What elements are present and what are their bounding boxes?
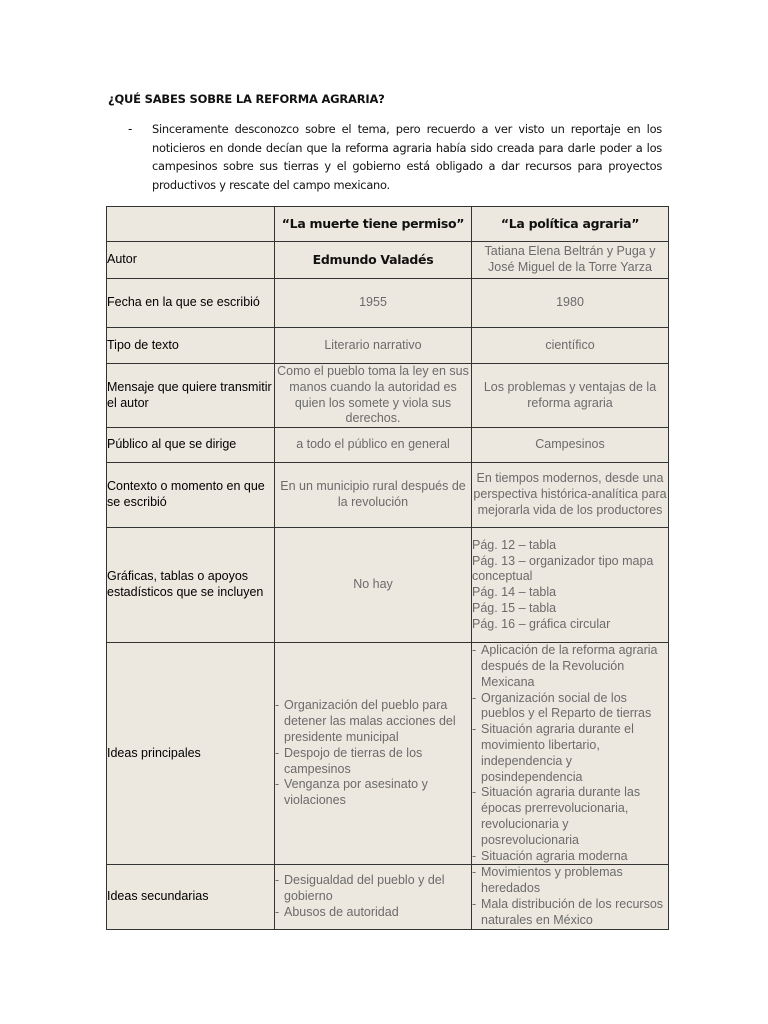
date-cell: 1980: [472, 279, 669, 328]
row-mensaje: [107, 364, 669, 428]
charts-cell: [472, 528, 669, 643]
list-item: - Situación agraria durante las épocas prerrevolucionaria, revolucionaria y posrevolucionaria: [472, 785, 668, 848]
list-item: - Organización social de los pueblos y el Reparto de tierras: [472, 691, 668, 723]
header-la-politica-agraria: “La política agraria”: [472, 207, 669, 242]
row-publico: [107, 428, 669, 463]
header-empty-cell: [107, 207, 275, 242]
table-header-row: [107, 207, 669, 242]
section-heading: ¿QUÉ SABES SOBRE LA REFORMA AGRARIA?: [108, 92, 385, 106]
charts-line: Pág. 16 – gráfica circular: [472, 616, 611, 631]
row-label: Tipo de texto: [107, 328, 275, 364]
charts-line: Pág. 13 – organizador tipo mapa conceptual: [472, 553, 654, 584]
audience-cell: Campesinos: [472, 428, 669, 463]
row-label: Ideas principales: [107, 643, 275, 865]
row-label: Ideas secundarias: [107, 865, 275, 929]
list-item: - Despojo de tierras de los campesinos: [275, 746, 471, 778]
row-graficas: [107, 528, 669, 643]
list-item: - Abusos de autoridad: [275, 905, 471, 921]
audience-cell: a todo el público en general: [275, 428, 472, 463]
text-type-cell: Literario narrativo: [275, 328, 472, 364]
message-cell: Los problemas y ventajas de la reforma agraria: [472, 364, 669, 428]
header-la-muerte-tiene-permiso: “La muerte tiene permiso”: [275, 207, 472, 242]
row-label: Autor: [107, 242, 275, 279]
bullet-dash: -: [128, 121, 133, 136]
row-label: Público al que se dirige: [107, 428, 275, 463]
context-cell: En tiempos modernos, desde una perspectiva histórica-analítica para mejorarla vida de los productores: [472, 463, 669, 528]
comparison-table: [106, 206, 669, 930]
row-label: Fecha en la que se escribió: [107, 279, 275, 328]
list-item: - Aplicación de la reforma agraria después de la Revolución Mexicana: [472, 643, 668, 690]
list-item: - Organización del pueblo para detener las malas acciones del presidente municipal: [275, 698, 471, 745]
list-item: - Desigualdad del pueblo y del gobierno: [275, 873, 471, 905]
secondary-ideas-cell: [275, 865, 472, 929]
message-cell: Como el pueblo toma la ley en sus manos cuando la autoridad es quien los somete y viola sus derechos.: [275, 364, 472, 428]
charts-line: Pág. 15 – tabla: [472, 600, 557, 615]
author-cell: Edmundo Valadés: [275, 242, 472, 279]
row-autor: [107, 242, 669, 279]
list-item: - Situación agraria durante el movimiento libertario, independencia y posindependencia: [472, 722, 668, 785]
row-contexto: [107, 463, 669, 528]
list-item: - Mala distribución de los recursos naturales en México: [472, 897, 668, 929]
charts-cell: No hay: [275, 528, 472, 643]
answer-paragraph: Sinceramente desconozco sobre el tema, pero recuerdo a ver visto un reportaje en los noticieros en donde decían que la reforma agraria había sido creada para darle poder a los campesinos sobre sus tierras y el gobierno está obligado a dar recursos para proyectos productivos y rescate del campo mexicano.: [152, 122, 662, 192]
row-fecha: [107, 279, 669, 328]
secondary-ideas-cell: [472, 865, 669, 929]
author-cell: Tatiana Elena Beltrán y Puga y José Miguel de la Torre Yarza: [472, 242, 669, 279]
row-tipo: [107, 328, 669, 364]
row-ideas-principales: [107, 643, 669, 865]
list-item: - Situación agraria moderna: [472, 849, 668, 865]
charts-line: Pág. 14 – tabla: [472, 585, 557, 600]
row-ideas-secundarias: [107, 865, 669, 929]
main-ideas-cell: [275, 643, 472, 865]
row-label: Mensaje que quiere transmitir el autor: [107, 364, 275, 428]
charts-line: Pág. 12 – tabla: [472, 537, 557, 552]
context-cell: En un municipio rural después de la revolución: [275, 463, 472, 528]
list-item: - Movimientos y problemas heredados: [472, 865, 668, 897]
text-type-cell: científico: [472, 328, 669, 364]
main-ideas-cell: [472, 643, 669, 865]
date-cell: 1955: [275, 279, 472, 328]
list-item: - Venganza por asesinato y violaciones: [275, 777, 471, 809]
row-label: Gráficas, tablas o apoyos estadísticos que se incluyen: [107, 528, 275, 643]
row-label: Contexto o momento en que se escribió: [107, 463, 275, 528]
